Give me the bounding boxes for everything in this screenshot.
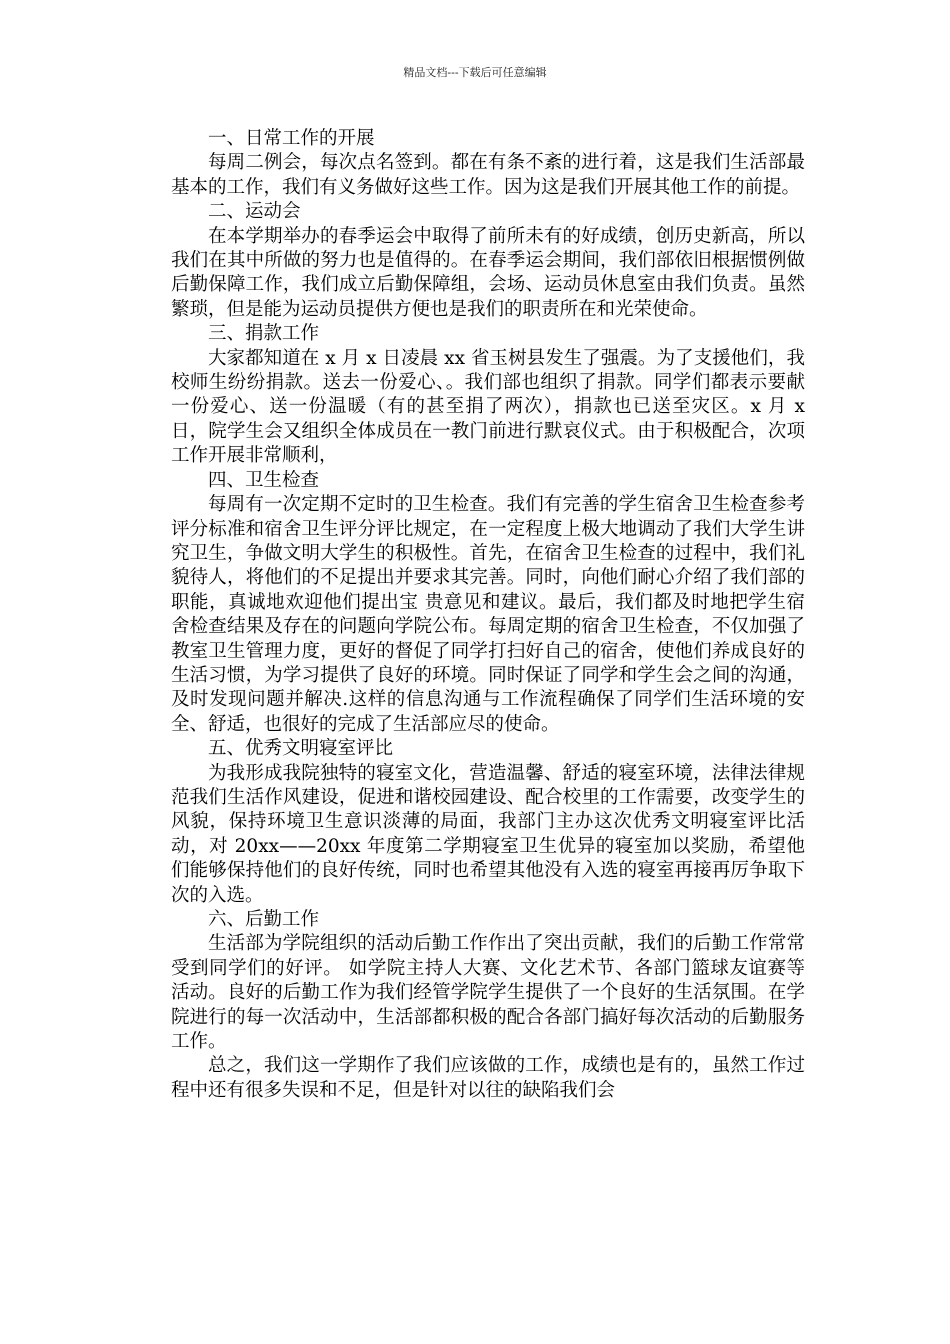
page-header: 精品文档---下载后可任意编辑 (403, 66, 547, 79)
section-paragraph-3: 大家都知道在 x 月 x 日凌晨 xx 省玉树县发生了强震。为了支援他们，我校师生纷纷捐款。送去一份爱心、。我们部也组织了捐款。同学们都表示要献一份爱心、送一份温暖（有的甚至捐了两次），捐款也已送至灾区。x 月 x 日，院学生会又组织全体成员在一教门前进行默哀仪式。由于积极配合，次项工作开展非常顺利， (171, 347, 805, 467)
section-heading-6: 六、后勤工作 (208, 909, 320, 930)
section-heading-4: 四、卫生检查 (208, 469, 320, 491)
section-paragraph-7: 总之，我们这一学期作了我们应该做的工作，成绩也是有的，虽然工作过程中还有很多失误和不足，但是针对以往的缺陷我们会 (171, 1055, 805, 1101)
section-heading-2: 二、运动会 (208, 201, 301, 223)
section-heading-5: 五、优秀文明寝室评比 (208, 738, 394, 760)
section-paragraph-4: 每周有一次定期不定时的卫生检查。我们有完善的学生宿舍卫生检查参考评分标准和宿舍卫生评分评比规定，在一定程度上极大地调动了我们大学生讲究卫生，争做文明大学生的积极性。首先，在宿舍卫生检查的过程中，我们礼貌待人，将他们的不足提出并要求其完善。同时，向他们耐心介绍了我们部的职能，真诚地欢迎他们提出宝 贵意见和建议。最后，我们都及时地把学生宿舍检查结果及存在的问题向学院公布。每周定期的宿舍卫生检查，不仅加强了教室卫生管理力度，更好的督促了同学打扫好自己的宿舍，使他们养成良好的生活习惯，为学习提供了良好的环境。同时保证了同学和学生会之间的沟通，及时发现问题并解决.这样的信息沟通与工作流程确保了同学们生活环境的安全、舒适，也很好的完成了生活部应尽的使命。 (171, 494, 805, 735)
section-paragraph-6: 生活部为学院组织的活动后勤工作作出了突出贡献，我们的后勤工作常常受到同学们的好评。 如学院主持人大赛、文化艺术节、各部门篮球友谊赛等活动。良好的后勤工作为我们经管学院学生提供了一个良好的生活氛围。在学院进行的每一次活动中，生活部都积极的配合各部门搞好每次活动的后勤服务工作。 (171, 933, 805, 1053)
section-heading-3: 三、捐款工作 (208, 323, 320, 345)
section-paragraph-5: 为我形成我院独特的寝室文化，营造温馨、舒适的寝室环境，法律法律规范我们生活作风建设，促进和谐校园建设、配合校里的工作需要，改变学生的风貌，保持环境卫生意识淡薄的局面，我部门主办这次优秀文明寝室评比活动，对 20xx——20xx 年度第二学期寝室卫生优异的寝室加以奖励，希望他们能够保持他们的良好传统，同时也希望其他没有入选的寝室再接再厉争取下次的入选。 (171, 762, 805, 906)
section-heading-1: 一、日常工作的开展 (208, 128, 375, 149)
section-paragraph-2: 在本学期举办的春季运会中取得了前所未有的好成绩，创历史新高，所以我们在其中所做的努力也是值得的。在春季运会期间，我们部依旧根据惯例做后勤保障工作，我们成立后勤保障组，会场、运动员休息室由我们负责。虽然繁琐，但是能为运动员提供方便也是我们的职责所在和光荣使命。 (171, 225, 805, 320)
section-paragraph-1: 每周二例会，每次点名签到。都在有条不紊的进行着，这是我们生活部最基本的工作，我们有义务做好这些工作。因为这是我们开展其他工作的前提。 (171, 152, 805, 198)
document-body (171, 127, 805, 1103)
